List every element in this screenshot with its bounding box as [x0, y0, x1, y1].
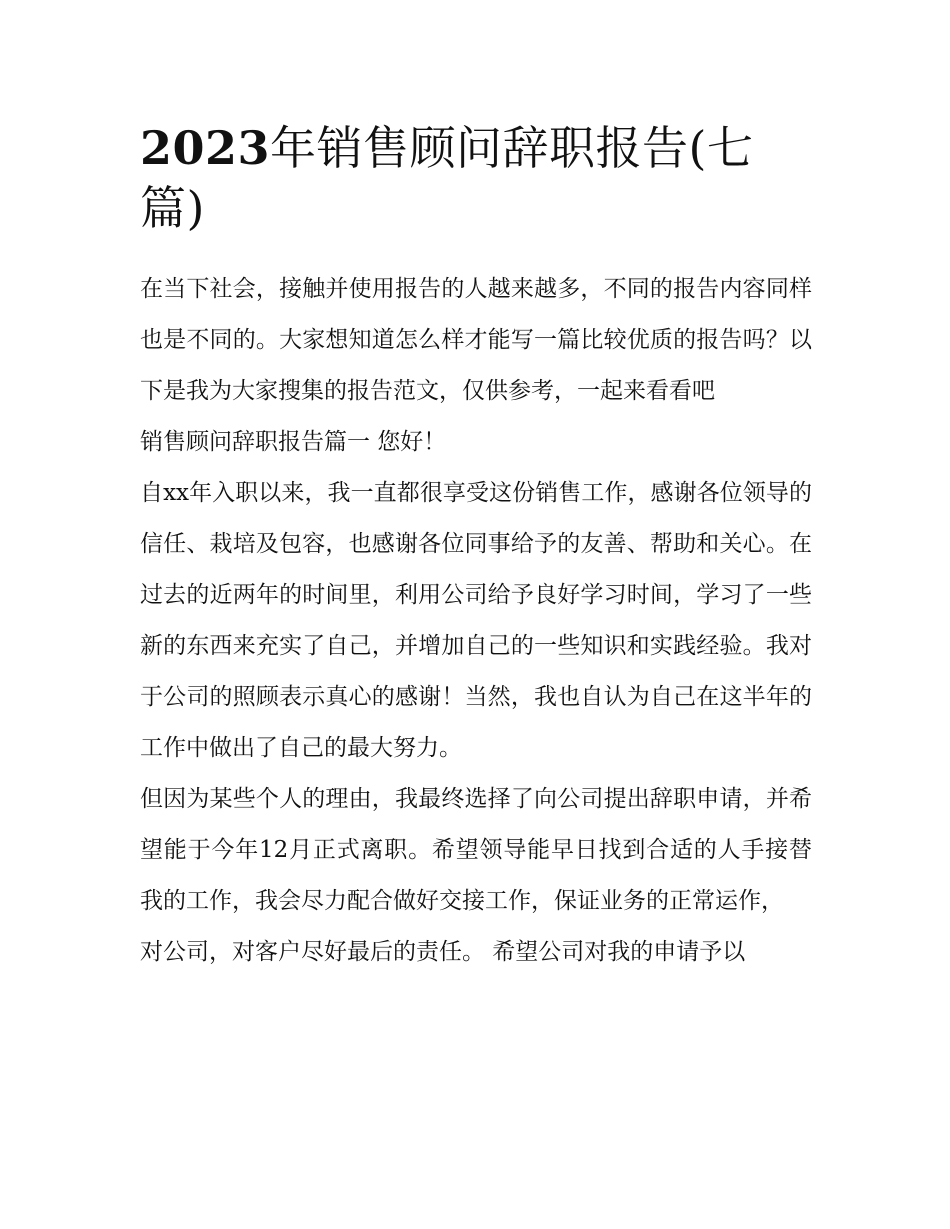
intro-paragraph: 在当下社会，接触并使用报告的人越来越多，不同的报告内容同样也是不同的。大家想知道怎么样才能写一篇比较优质的报告吗？以下是我为大家搜集的报告范文，仅供参考，一起来看看吧 [140, 276, 812, 404]
body-paragraph-3: 对公司，对客户尽好最后的责任。 希望公司对我的申请予以 [140, 939, 746, 965]
title-year: 2023 [140, 121, 271, 175]
body-paragraph-1: 自xx年入职以来，我一直都很享受这份销售工作，感谢各位领导的信任、栽培及包容，也感谢各位同事给予的友善、帮助和关心。在过去的近两年的时间里，利用公司给予良好学习时间，学习了一些新的东西来充实了自己，并增加自己的一些知识和实践经验。我对于公司的照顾表示真心的感谢！当然，我也自认为自己在这半年的工作中做出了自己的最大努力。 [140, 480, 812, 761]
section-heading: 销售顾问辞职报告篇一 您好！ [140, 429, 447, 455]
title-text: 年销售顾问辞职报告(七篇) [140, 121, 754, 235]
document-title [140, 118, 812, 238]
body-paragraph-2: 但因为某些个人的理由，我最终选择了向公司提出辞职申请，并希望能于今年12月正式离职。希望领导能早日找到合适的人手接替我的工作，我会尽力配合做好交接工作，保证业务的正常运作， [140, 786, 812, 914]
document-content [140, 118, 812, 978]
